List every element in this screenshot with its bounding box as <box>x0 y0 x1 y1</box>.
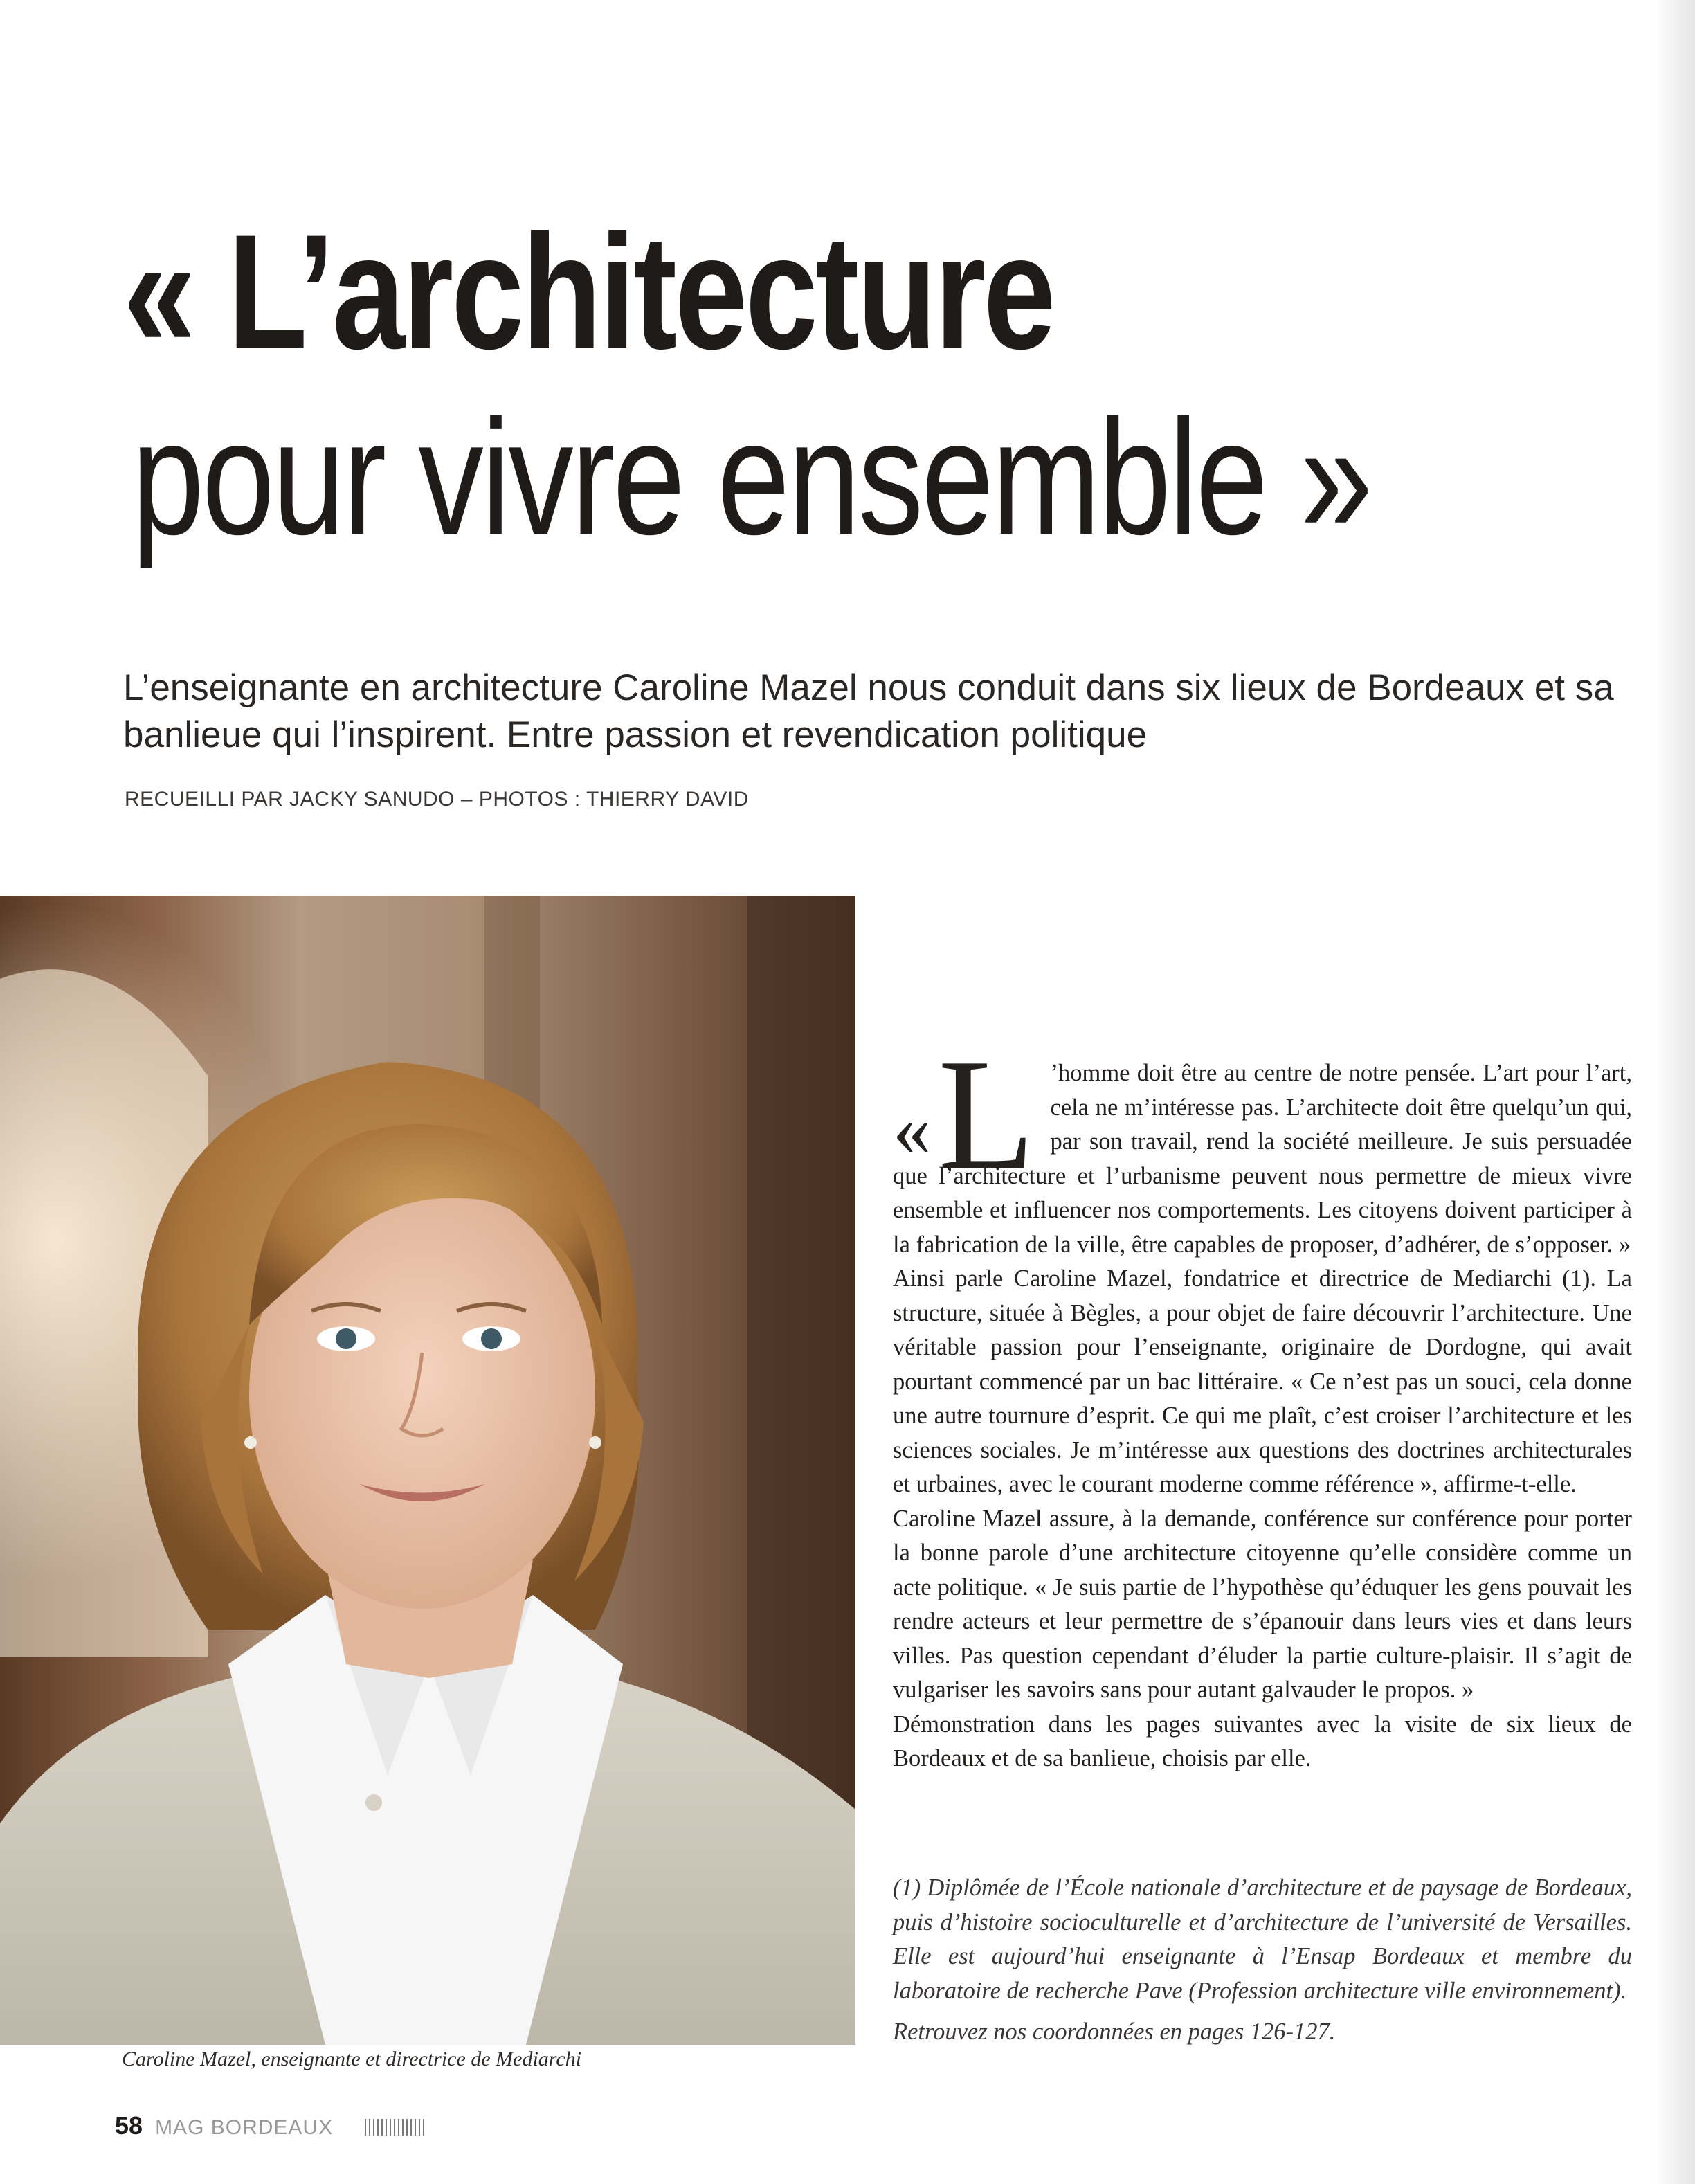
page-number: 58 <box>115 2111 143 2140</box>
contact-note: Retrouvez nos coordonnées en pages 126-127. <box>893 2019 1336 2045</box>
page-footer <box>115 2111 424 2140</box>
article-notes <box>893 1871 1632 2050</box>
article-paragraph: Démonstration dans les pages suivantes avec la visite de six lieux de Bordeaux et de sa banlieue, choisis par elle. <box>893 1711 1632 1771</box>
page-edge-shadow <box>1653 0 1695 2184</box>
headline-line-1: « L’architecture <box>123 201 1054 383</box>
article-paragraph: Caroline Mazel assure, à la demande, conférence sur conférence pour porter la bonne parole d’une architecture citoyenne qu’elle considère comme un acte politique. « Je suis partie de l’hypothèse qu’éduquer les gens pouvait les rendre acteurs et leur permettre de s’épanouir dans leurs vies et dans leurs villes. Pas question cependant d’éluder la partie culture-plaisir. Il s’agit de vulgariser les savoirs sans pour autant galvauder le propos. » <box>893 1505 1632 1703</box>
drop-cap-quote: « <box>893 1087 931 1171</box>
headline-line-2: pour vivre ensemble » <box>132 386 1371 569</box>
magazine-name: MAG BORDEAUX <box>155 2116 334 2139</box>
article-body <box>893 1026 1632 1776</box>
byline: RECUEILLI PAR JACKY SANUDO – PHOTOS : THIERRY DAVID <box>125 788 749 811</box>
photo-caption: Caroline Mazel, enseignante et directrice de Mediarchi <box>122 2048 581 2070</box>
drop-cap-letter: L <box>938 1026 1035 1202</box>
article-paragraph: Ainsi parle Caroline Mazel, fondatrice et directrice de Mediarchi (1). La structure, située à Bègles, a pour objet de faire découvrir l’architecture. Une véritable passion pour l’enseignante, originaire de Dordogne, qui avait pourtant commencé par un bac littéraire. « Ce n’est pas un souci, cela donne une autre tournure d’esprit. Ce qui me plaît, c’est croiser l’architecture et les sciences sociales. Je m’intéresse aux questions des doctrines architecturales et urbaines, avec le courant moderne comme référence », affirme-t-elle. <box>893 1265 1632 1497</box>
portrait-illustration <box>0 896 855 2045</box>
footnote: (1) Diplômée de l’École nationale d’architecture et de paysage de Bordeaux, puis d’histoire socioculturelle et d’architecture de l’université de Versailles. Elle est aujourd’hui enseignante à l’Ensap Bordeaux et membre du laboratoire de recherche Pave (Profession architecture ville environnement). <box>893 1875 1632 2004</box>
standfirst: L’enseignante en architecture Caroline Mazel nous conduit dans six lieux de Bordeaux et sa banlieue qui l’inspirent. Entre passion et revendication politique <box>123 667 1614 755</box>
portrait-photo <box>0 896 855 2045</box>
drop-cap <box>893 1026 1035 1202</box>
decorative-bars <box>365 2119 424 2136</box>
article-paragraph: ’homme doit être au centre de notre pensée. L’art pour l’art, cela ne m’intéresse pas. L’architecte doit être quelqu’un qui, par son travail, rend la société meilleure. Je suis persuadée que l’architecture et l’urbanisme peuvent nous permettre de mieux vivre ensemble et influencer nos comportements. Les citoyens doivent participer à la fabrication de la ville, être capables de proposer, d’adhérer, de s’opposer. » <box>893 1060 1632 1258</box>
